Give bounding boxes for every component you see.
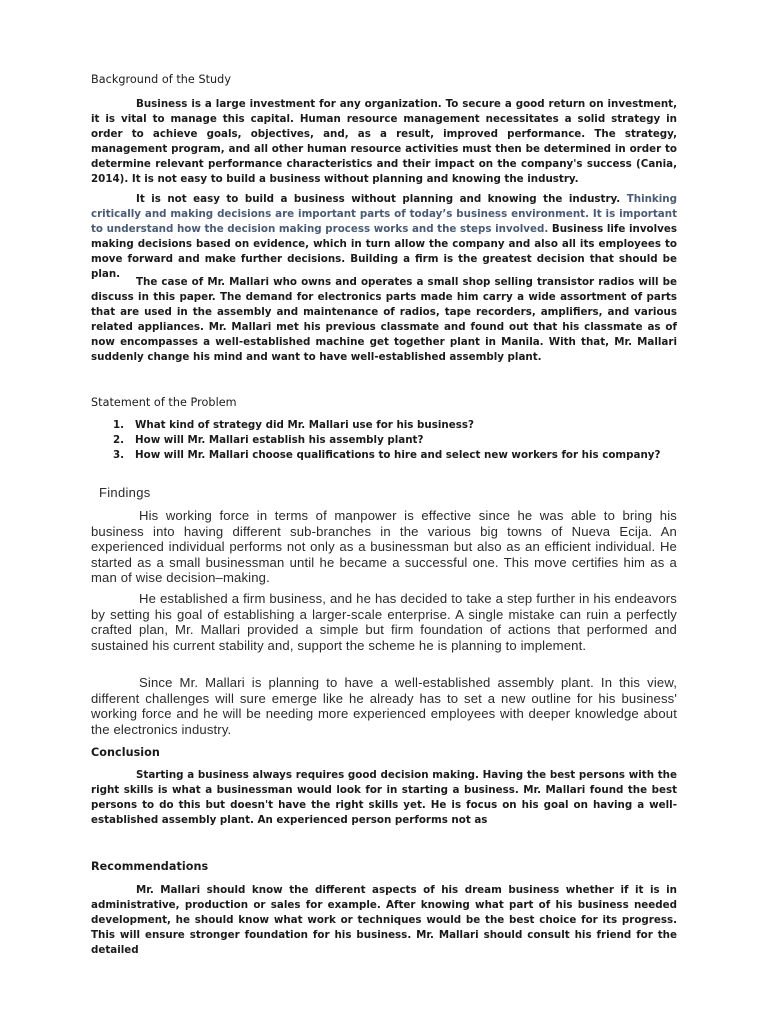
conclusion-paragraph: Starting a business always requires good decision making. Having the best persons with the right skills is what a businessman would look for in starting a business. Mr. Mallari found the best persons to do this but doesn't have the right skills yet. He is focus on his goal on having a well-established assembly plant. An experienced person performs not as: [91, 769, 677, 827]
list-item: 3. How will Mr. Mallari choose qualifications to hire and select new workers for his company?: [113, 448, 661, 461]
problem-list: [91, 418, 691, 462]
list-item: 1. What kind of strategy did Mr. Mallari use for his business?: [113, 419, 474, 431]
background-paragraph-2: It is not easy to build a business without planning and knowing the industry. Thinking critically and making decisions are important parts of today’s business environment. It is important to understand how the decision making process works and the steps involved. Business life involves making decisions based on evidence, which in turn allow the company and also all its employees to move forward and make further decisions. Building a firm is the greatest decision that should be plan.: [91, 193, 678, 281]
highlighted-text: Thinking critically and making decisions are important parts of today’s business environment. It is important to understand how the decision making process works and the steps involved.: [91, 193, 678, 236]
recommendations-paragraph: Mr. Mallari should know the different aspects of his dream business whether if it is in administrative, production or sales for example. After knowing what part of his business needed development, he should know what work or techniques would be the best choice for its progress. This will ensure stronger foundation for his business. Mr. Mallari should consult his friend for the detailed: [91, 884, 677, 957]
background-paragraph-1: Business is a large investment for any organization. To secure a good return on investment, it is vital to manage this capital. Human resource management necessitates a solid strategy in order to achieve goals, objectives, and, as a result, improved performance. The strategy, management program, and all other human resource activities must then be determined in order to determine relevant performance characteristics and their impact on the company's success (Cania, 2014). It is not easy to build a business without planning and knowing the industry.: [91, 98, 677, 186]
recommendations-heading: Recommendations: [91, 860, 209, 873]
findings-paragraph-2: He established a firm business, and he has decided to take a step further in his endeavors by setting his goal of establishing a larger-scale enterprise. A single mistake can ruin a perfectly crafted plan, Mr. Mallari provided a simple but firm foundation of actions that performed and sustained his current stability and, support the scheme he is planning to implement.: [91, 591, 677, 653]
list-item: 2. How will Mr. Mallari establish his assembly plant?: [113, 433, 424, 446]
findings-paragraph-1: His working force in terms of manpower is effective since he was able to bring his business into having different sub-branches in the various big towns of Nueva Ecija. An experienced individual performs not only as a businessman but also as an efficient individual. He started as a small businessman until he became a successful one. This move certifies him as a man of wise decision–making.: [91, 508, 677, 585]
findings-paragraph-3: Since Mr. Mallari is planning to have a well-established assembly plant. In this view, different challenges will sure emerge like he already has to set a new outline for his business' working force and he will be needing more experienced employees with deeper knowledge about the electronics industry.: [91, 675, 677, 737]
background-paragraph-3: The case of Mr. Mallari who owns and operates a small shop selling transistor radios will be discuss in this paper. The demand for electronics parts made him carry a wide assortment of parts that are used in the assembly and maintenance of radios, tape recorders, amplifiers, and various related appliances. Mr. Mallari met his previous classmate and found out that his classmate as of now encompasses a well-established machine get together plant in Manila. With that, Mr. Mallari suddenly change his mind and want to have well-established assembly plant.: [91, 276, 677, 364]
problem-heading: Statement of the Problem: [91, 396, 237, 409]
conclusion-heading: Conclusion: [91, 746, 160, 759]
background-heading: Background of the Study: [91, 73, 232, 86]
findings-heading: Findings: [99, 485, 151, 500]
